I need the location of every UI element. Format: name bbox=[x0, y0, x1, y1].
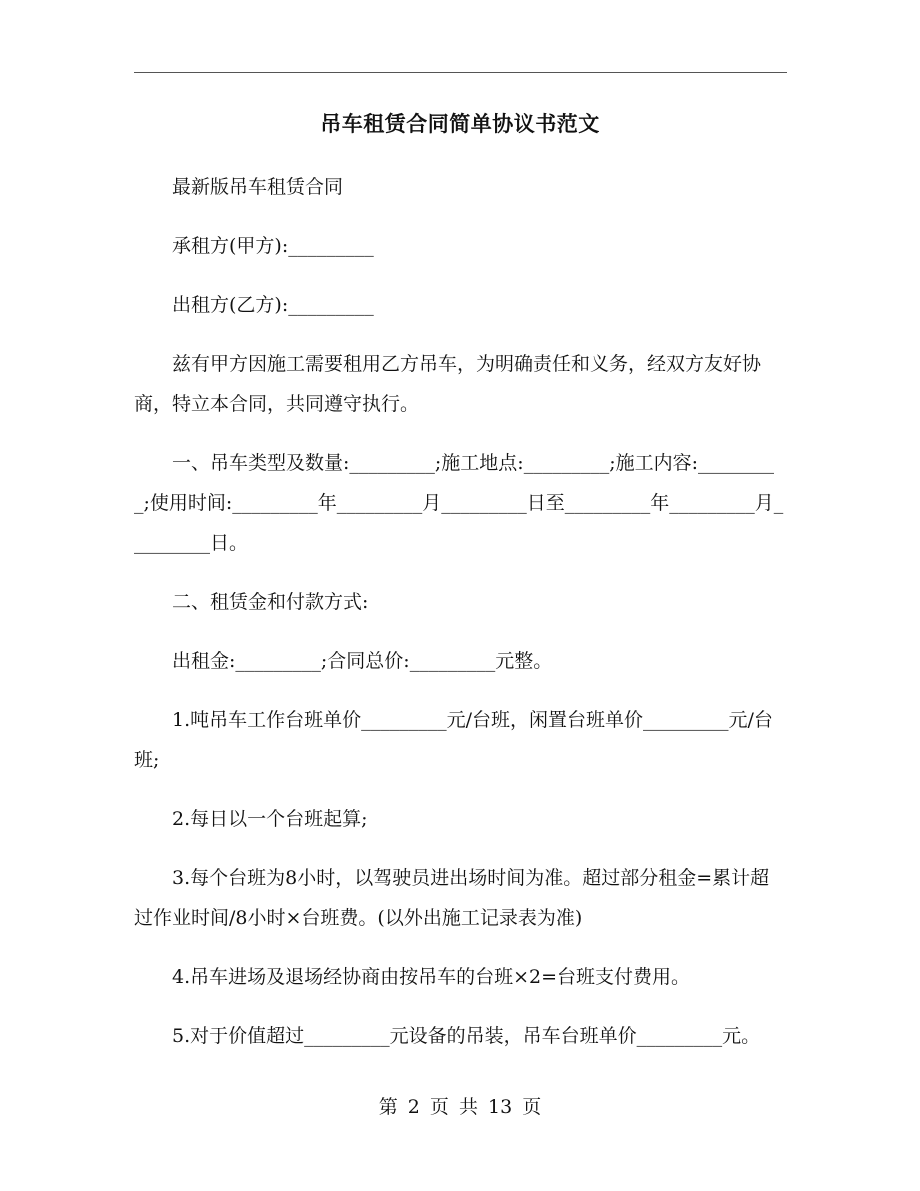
page-number: 第 2 页 共 13 页 bbox=[378, 1096, 542, 1118]
header-rule bbox=[134, 72, 787, 73]
paragraph-item-1: 1.吨吊车工作台班单价_________元/台班，闲置台班单价_________元/台班; bbox=[134, 709, 773, 771]
paragraph-rent: 出租金:_________;合同总价:_________元整。 bbox=[172, 650, 553, 672]
document-title: 吊车租赁合同简单协议书范文 bbox=[320, 111, 600, 136]
paragraph-clause-1: 一、吊车类型及数量:_________;施工地点:_________;施工内容:_________;使用时间:_________年_________月_________日至_________年_________月_________日。 bbox=[134, 452, 784, 554]
paragraph-lessor: 出租方(乙方):_________ bbox=[172, 294, 374, 316]
paragraph-clause-2-heading: 二、租赁金和付款方式: bbox=[172, 591, 369, 613]
paragraph-item-2: 2.每日以一个台班起算; bbox=[172, 808, 368, 830]
paragraph-lessee: 承租方(甲方):_________ bbox=[172, 235, 374, 257]
document-body bbox=[134, 167, 786, 1075]
paragraph-item-3: 3.每个台班为8小时，以驾驶员进出场时间为准。超过部分租金=累计超过作业时间/8小时×台班费。(以外出施工记录表为准) bbox=[134, 867, 770, 929]
paragraph-subtitle: 最新版吊车租赁合同 bbox=[172, 176, 344, 198]
paragraph-preamble: 兹有甲方因施工需要租用乙方吊车，为明确责任和义务，经双方友好协商，特立本合同，共同遵守执行。 bbox=[134, 353, 762, 415]
paragraph-item-4: 4.吊车进场及退场经协商由按吊车的台班×2=台班支付费用。 bbox=[172, 966, 691, 988]
paragraph-item-5: 5.对于价值超过_________元设备的吊装，吊车台班单价_________元。 bbox=[172, 1025, 761, 1047]
